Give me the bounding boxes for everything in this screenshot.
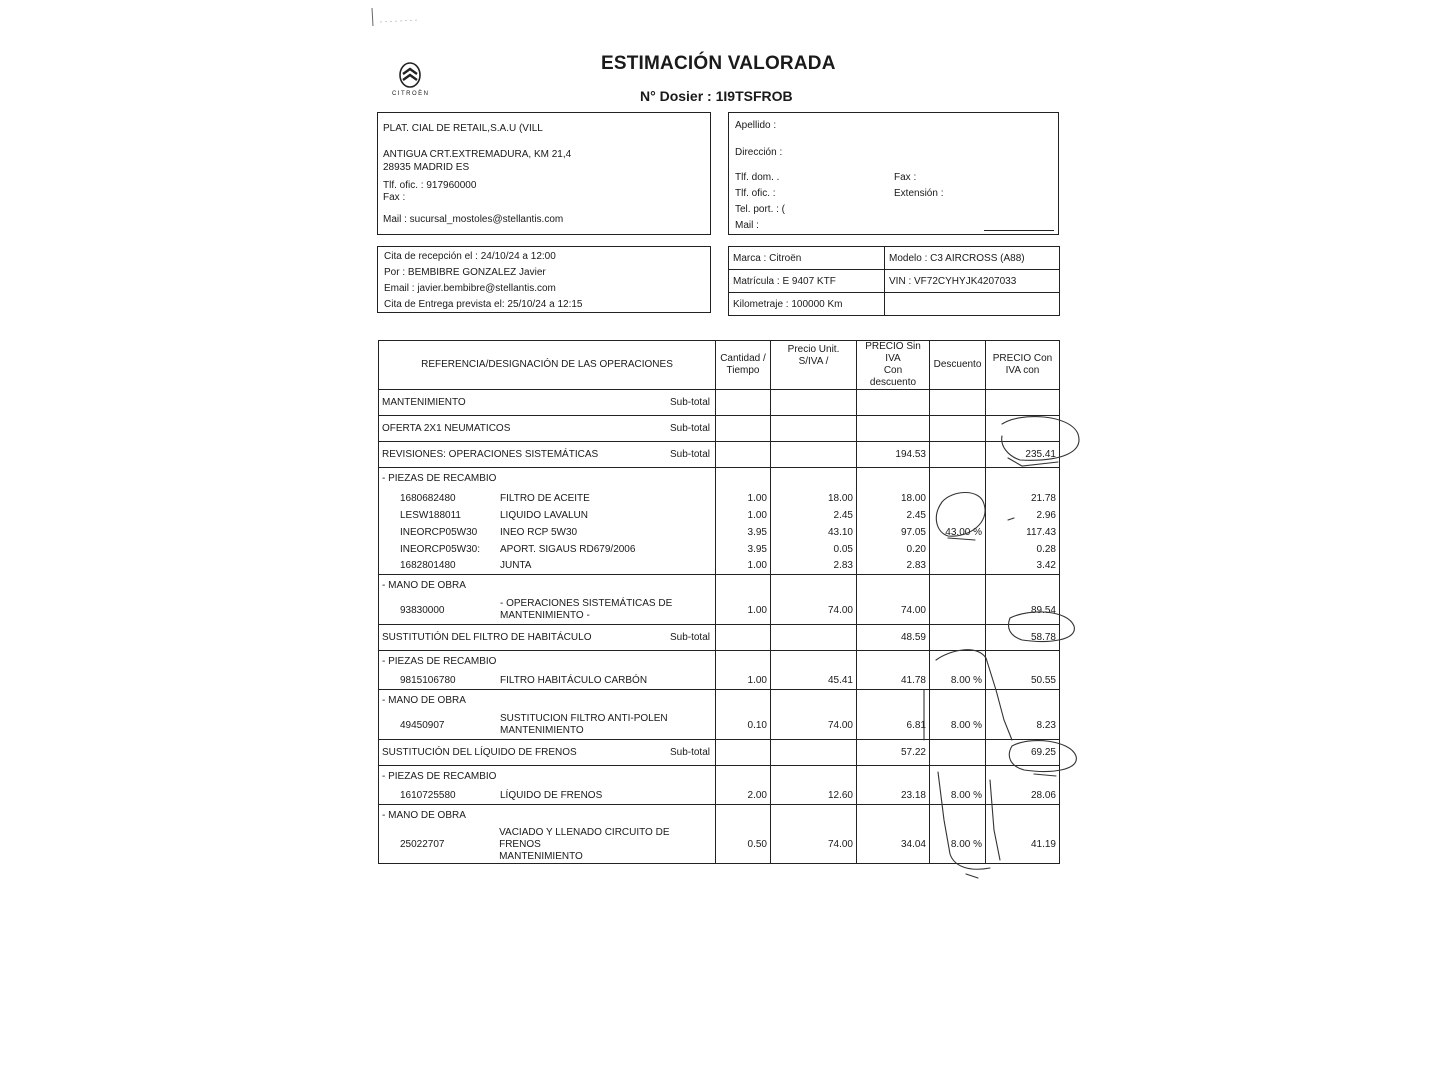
dealer-fax: Fax : xyxy=(383,192,406,203)
vehicle-km: Kilometraje : 100000 Km xyxy=(729,293,885,316)
vehicle-vin: VIN : VF72CYHYJK4207033 xyxy=(885,270,1060,293)
citroen-chevrons-icon xyxy=(390,60,430,92)
section-label: REVISIONES: OPERACIONES SISTEMÁTICAS xyxy=(382,449,599,460)
appointment-delivery: Cita de Entrega prevista el: 25/10/24 a 12:15 xyxy=(384,299,583,310)
client-apellido: Apellido : xyxy=(735,120,777,131)
dealer-address-2: 28935 MADRID ES xyxy=(383,162,470,173)
appointment-date: Cita de recepción el : 24/10/24 a 12:00 xyxy=(384,251,556,262)
table-row xyxy=(379,625,1060,651)
header-price-vat: PRECIO Con IVA con xyxy=(986,341,1060,390)
section-label: OFERTA 2X1 NEUMATICOS xyxy=(382,423,511,434)
client-tel-port: Tel. port. : ( xyxy=(735,204,786,215)
section-label: MANTENIMIENTO xyxy=(382,397,466,408)
subtotal-no-vat: 57.22 xyxy=(857,740,930,766)
table-row xyxy=(379,766,1060,788)
table-row: 1682801480 JUNTA 1.00 2.83 2.83 3.42 xyxy=(379,558,1060,575)
table-row: 1610725580 LÍQUIDO DE FRENOS 2.00 12.60 23.18 8.00 % 28.06 xyxy=(379,788,1060,805)
vehicle-modelo: Modelo : C3 AIRCROSS (A88) xyxy=(885,247,1060,270)
appointment-email: Email : javier.bembibre@stellantis.com xyxy=(384,283,556,294)
client-fax: Fax : xyxy=(894,172,917,183)
dealer-phone: Tlf. ofic. : 917960000 xyxy=(383,180,477,191)
group-label: - PIEZAS DE RECAMBIO xyxy=(379,651,716,673)
table-row xyxy=(379,575,1060,597)
subtotal-no-vat: 48.59 xyxy=(857,625,930,651)
group-label: - MANO DE OBRA xyxy=(379,805,716,827)
dosier-number: N° Dosier : 1I9TSFROB xyxy=(640,88,793,104)
subtotal-vat: 58.78 xyxy=(986,625,1060,651)
table-row: 1680682480 FILTRO DE ACEITE 1.00 18.00 18.00 21.78 xyxy=(379,490,1060,507)
table-row xyxy=(379,805,1060,827)
header-reference: REFERENCIA/DESIGNACIÓN DE LAS OPERACIONES xyxy=(379,341,716,390)
client-tlf-ofic: Tlf. ofic. : xyxy=(735,188,776,199)
subtotal-label: Sub-total xyxy=(669,423,710,434)
group-label: - PIEZAS DE RECAMBIO xyxy=(379,766,716,788)
header-unit-price: Precio Unit. S/IVA / xyxy=(771,341,857,390)
dealer-name: PLAT. CIAL DE RETAIL,S.A.U (VILL xyxy=(383,123,543,134)
table-row xyxy=(379,390,1060,416)
dealer-mail: Mail : sucursal_mostoles@stellantis.com xyxy=(383,214,564,225)
header-price-no-vat: PRECIO Sin IVA Con descuento xyxy=(857,341,930,390)
client-direccion: Dirección : xyxy=(735,147,783,158)
section-label: SUSTITUCIÓN DEL LÍQUIDO DE FRENOS xyxy=(382,747,577,758)
appointment-box xyxy=(377,246,711,313)
client-extension: Extensión : xyxy=(894,188,944,199)
table-row: LESW188011 LIQUIDO LAVALUN 1.00 2.45 2.45 2.96 xyxy=(379,507,1060,524)
operations-table xyxy=(378,340,1060,864)
table-row xyxy=(379,740,1060,766)
table-row xyxy=(379,416,1060,442)
dealer-box xyxy=(377,112,711,235)
table-row: INEORCP05W30 INEO RCP 5W30 3.95 43.10 97.05 43.00 % 117.43 xyxy=(379,524,1060,541)
vehicle-empty xyxy=(885,293,1060,316)
section-label: SUSTITUTIÓN DEL FILTRO DE HABITÁCULO xyxy=(382,632,592,643)
citroen-logo xyxy=(390,60,430,100)
subtotal-label: Sub-total xyxy=(669,397,710,408)
table-row xyxy=(379,651,1060,673)
header-discount: Descuento xyxy=(930,341,986,390)
table-row: INEORCP05W30: APORT. SIGAUS RD679/2006 3.95 0.05 0.20 0.28 xyxy=(379,541,1060,558)
page-title: ESTIMACIÓN VALORADA xyxy=(601,53,836,74)
subtotal-vat: 69.25 xyxy=(986,740,1060,766)
dealer-address-1: ANTIGUA CRT.EXTREMADURA, KM 21,4 xyxy=(383,149,572,160)
vehicle-marca: Marca : Citroën xyxy=(729,247,885,270)
header-quantity: Cantidad / Tiempo xyxy=(716,341,771,390)
signature-line xyxy=(984,230,1054,231)
client-tlf-dom: Tlf. dom. . xyxy=(735,172,780,183)
table-row: 25022707 VACIADO Y LLENADO CIRCUITO DE FRENOS MANTENIMIENTO 0.50 74.00 34.04 8.00 % 41.19 xyxy=(379,827,1060,864)
table-row: 9815106780 FILTRO HABITÁCULO CARBÓN 1.00 45.41 41.78 8.00 % 50.55 xyxy=(379,673,1060,690)
subtotal-label: Sub-total xyxy=(669,449,710,460)
client-box xyxy=(728,112,1059,235)
logo-text: CITROËN xyxy=(392,91,430,97)
group-label: - PIEZAS DE RECAMBIO xyxy=(379,468,716,490)
table-row: 49450907 SUSTITUCION FILTRO ANTI-POLEN MANTENIMIENTO 0.10 74.00 6.81 8.00 % 8.23 xyxy=(379,712,1060,740)
appointment-advisor: Por : BEMBIBRE GONZALEZ Javier xyxy=(384,267,546,278)
table-row xyxy=(379,690,1060,712)
vehicle-matricula: Matrícula : E 9407 KTF xyxy=(729,270,885,293)
subtotal-label: Sub-total xyxy=(669,747,710,758)
group-label: - MANO DE OBRA xyxy=(379,690,716,712)
subtotal-vat: 235.41 xyxy=(986,442,1060,468)
table-row xyxy=(379,442,1060,468)
table-header-row xyxy=(379,341,1060,390)
client-mail: Mail : xyxy=(735,220,759,231)
group-label: - MANO DE OBRA xyxy=(379,575,716,597)
vehicle-table xyxy=(728,246,1060,316)
subtotal-label: Sub-total xyxy=(669,632,710,643)
table-row xyxy=(379,468,1060,490)
table-row: 93830000 - OPERACIONES SISTEMÁTICAS DE MANTENIMIENTO - 1.00 74.00 74.00 89.54 xyxy=(379,597,1060,625)
subtotal-no-vat: 194.53 xyxy=(857,442,930,468)
